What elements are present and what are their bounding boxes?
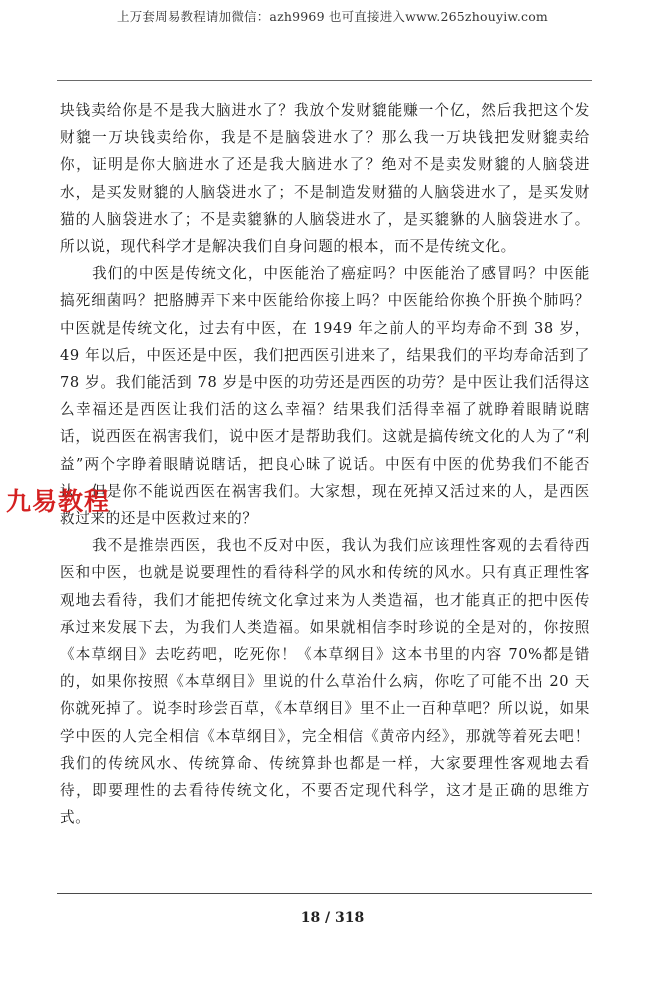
page-number: 18 / 318 <box>300 910 365 926</box>
paragraph-3: 我不是推崇西医，我也不反对中医，我认为我们应该理性客观的去看待西医和中医，也就是说要理性的看待科学的风水和传统的风水。只有真正理性客观地去看待，我们才能把传统文化拿过来为人类造福，也才能真正的把中医传承过来发展下去，为我们人类造福。如果就相信李时珍说的全是对的，你按照《本草纲目》去吃药吧，吃死你！《本草纲目》这本书里的内容 70%都是错的，如果你按照《本草纲目》里说的什么草治什么病，你吃了可能不出 20 天你就死掉了。说李时珍尝百草，《本草纲目》里不止一百种草吧？所以说，如果学中医的人完全相信《本草纲目》，完全相信《黄帝内经》，那就等着死去吧！我们的传统风水、传统算命、传统算卦也都是一样，大家要理性客观地去看待，即要理性的去看待传统文化，不要否定现代科学，这才是正确的思维方式。 <box>60 537 590 827</box>
body-text <box>60 97 590 831</box>
paragraph-2: 我们的中医是传统文化，中医能治了癌症吗？中医能治了感冒吗？中医能搞死细菌吗？把胳膊弄下来中医能给你接上吗？中医能给你换个肝换个肺吗？中医就是传统文化，过去有中医，在 1949 年之前人的平均寿命不到 38 岁，49 年以后，中医还是中医，我们把西医引进来了，结果我们的平均寿命活到了 78 岁。我们能活到 78 岁是中医的功劳还是西医的功劳？是中医让我们活得这么幸福还是西医让我们活的这么幸福？结果我们活得幸福了就睁着眼睛说瞎话，说西医在祸害我们，说中医才是帮助我们。这就是搞传统文化的人为了“利益”两个字睁着眼睛说瞎话，把良心昧了说话。中医有中医的优势我们不能否认，但是你不能说西医在祸害我们。大家想，现在死掉又活过来的人，是西医救过来的还是中医救过来的？ <box>60 265 590 528</box>
watermark-logo: 九易教程 <box>6 487 111 516</box>
paragraph-1: 块钱卖给你是不是我大脑进水了？我放个发财貔能赚一个亿，然后我把这个发财貔一万块钱卖给你，我是不是脑袋进水了？那么我一万块钱把发财貔卖给你，证明是你大脑进水了还是我大脑进水了？绝对不是卖发财貔的人脑袋进水，是买发财貔的人脑袋进水了；不是制造发财猫的人脑袋进水了，是买发财猫的人脑袋进水了；不是卖貔貅的人脑袋进水了，是买貔貅的人脑袋进水了。所以说，现代科学才是解决我们自身问题的根本，而不是传统文化。 <box>60 102 590 256</box>
page-header: 上万套周易教程请加微信：azh9969 也可直接进入www.265zhouyiw.com <box>117 9 548 24</box>
header-divider <box>57 80 592 81</box>
footer-divider <box>57 893 592 894</box>
